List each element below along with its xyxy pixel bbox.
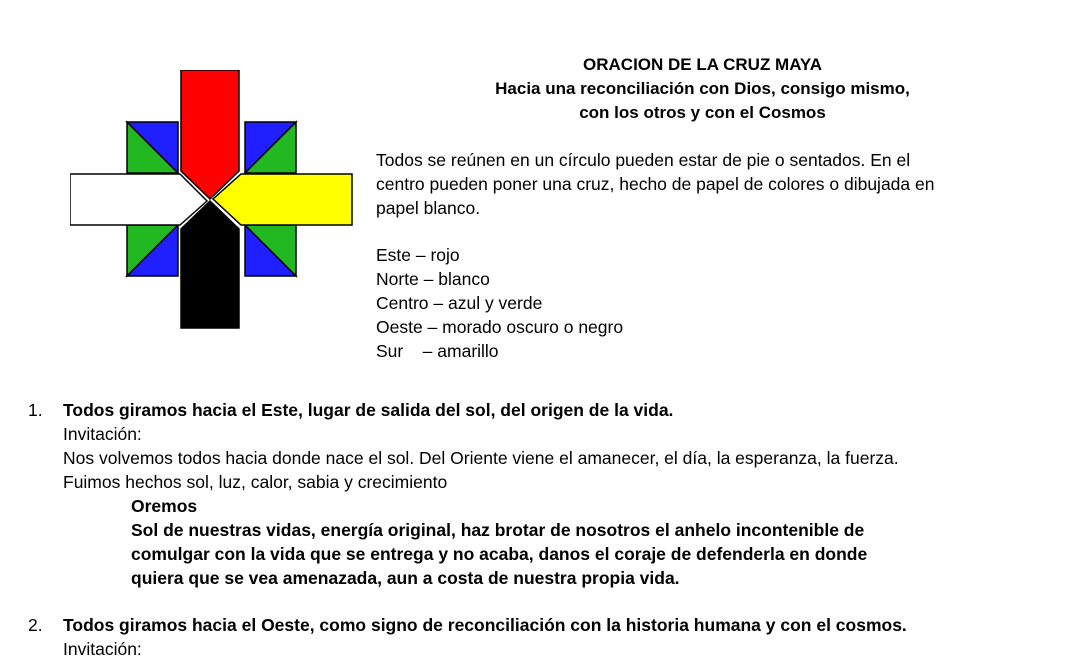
intro-paragraph bbox=[376, 148, 1056, 220]
legend-north: Norte – blanco bbox=[376, 269, 490, 289]
legend-east: Este – rojo bbox=[376, 245, 460, 265]
cross-arm-south-yellow bbox=[213, 174, 352, 225]
title-line-2: Hacia una reconciliación con Dios, consigo mismo, bbox=[495, 79, 910, 98]
title-line-3: con los otros y con el Cosmos bbox=[579, 103, 826, 122]
legend-south: Sur – amarillo bbox=[376, 341, 499, 361]
color-legend bbox=[376, 243, 623, 363]
cross-arm-east-red bbox=[181, 70, 239, 199]
prayer-line: quiera que se vea amenazada, aun a costa de nuestra propia vida. bbox=[131, 568, 680, 588]
intro-line-3: papel blanco. bbox=[376, 198, 481, 218]
cross-arm-north-white bbox=[70, 174, 207, 225]
prayer-line: Sol de nuestras vidas, energía original, haz brotar de nosotros el anhelo incontenible de bbox=[131, 520, 865, 540]
legend-center: Centro – azul y verde bbox=[376, 293, 543, 313]
prayer-line: comulgar con la vida que se entrega y no acaba, danos el coraje de defenderla en donde bbox=[131, 544, 868, 564]
item-heading: Todos giramos hacia el Oeste, como signo de reconciliación con la historia humana y con el cosmos. bbox=[63, 615, 907, 635]
item-label: Invitación: bbox=[63, 639, 142, 659]
document-title bbox=[400, 53, 1005, 125]
prayer-block bbox=[131, 494, 1063, 590]
intro-line-1: Todos se reúnen en un círculo pueden estar de pie o sentados. En el bbox=[376, 150, 911, 170]
item-label: Invitación: bbox=[63, 424, 142, 444]
cross-arm-west-black bbox=[181, 201, 239, 328]
legend-west: Oeste – morado oscuro o negro bbox=[376, 317, 624, 337]
item-number: 1. bbox=[28, 400, 43, 420]
item-heading: Todos giramos hacia el Este, lugar de salida del sol, del origen de la vida. bbox=[63, 400, 674, 420]
item-text-line: Nos volvemos todos hacia donde nace el sol. Del Oriente viene el amanecer, el día, la esperanza, la fuerza. bbox=[63, 448, 899, 468]
item-number: 2. bbox=[28, 615, 43, 635]
item-text-line: Fuimos hechos sol, luz, calor, sabia y crecimiento bbox=[63, 472, 448, 492]
maya-cross-image bbox=[70, 70, 355, 330]
title-line-1: ORACION DE LA CRUZ MAYA bbox=[583, 55, 822, 74]
intro-line-2: centro pueden poner una cruz, hecho de papel de colores o dibujada en bbox=[376, 174, 935, 194]
prayer-title: Oremos bbox=[131, 496, 198, 516]
